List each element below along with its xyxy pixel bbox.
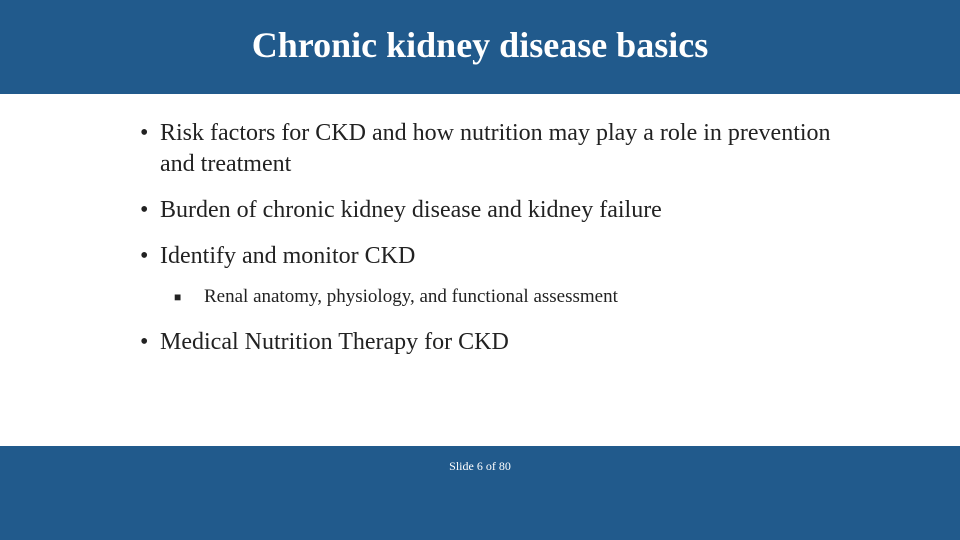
bullet-list xyxy=(140,118,860,373)
title-bar xyxy=(0,0,960,94)
bullet-text: Medical Nutrition Therapy for CKD xyxy=(160,329,509,355)
sub-bullet-text: Renal anatomy, physiology, and functional assessment xyxy=(204,286,618,307)
bullet-item xyxy=(140,118,860,180)
sub-bullet-item xyxy=(174,285,860,309)
bullet-dot-icon: • xyxy=(140,197,149,223)
bullet-dot-icon: • xyxy=(140,120,149,146)
bullet-item xyxy=(140,327,860,358)
bullet-item xyxy=(140,195,860,226)
bullet-text: Burden of chronic kidney disease and kidney failure xyxy=(160,197,662,223)
slide-number: Slide 6 of 80 xyxy=(449,459,511,473)
bullet-dot-icon: • xyxy=(140,243,149,269)
bullet-item xyxy=(140,241,860,272)
bullet-dot-icon: • xyxy=(140,329,149,355)
slide-title: Chronic kidney disease basics xyxy=(251,25,709,65)
square-bullet-icon: ■ xyxy=(174,290,182,304)
bullet-text: Risk factors for CKD and how nutrition may play a role in prevention and treatment xyxy=(160,120,831,177)
bullet-text: Identify and monitor CKD xyxy=(160,243,416,269)
footer-bar xyxy=(0,446,960,540)
